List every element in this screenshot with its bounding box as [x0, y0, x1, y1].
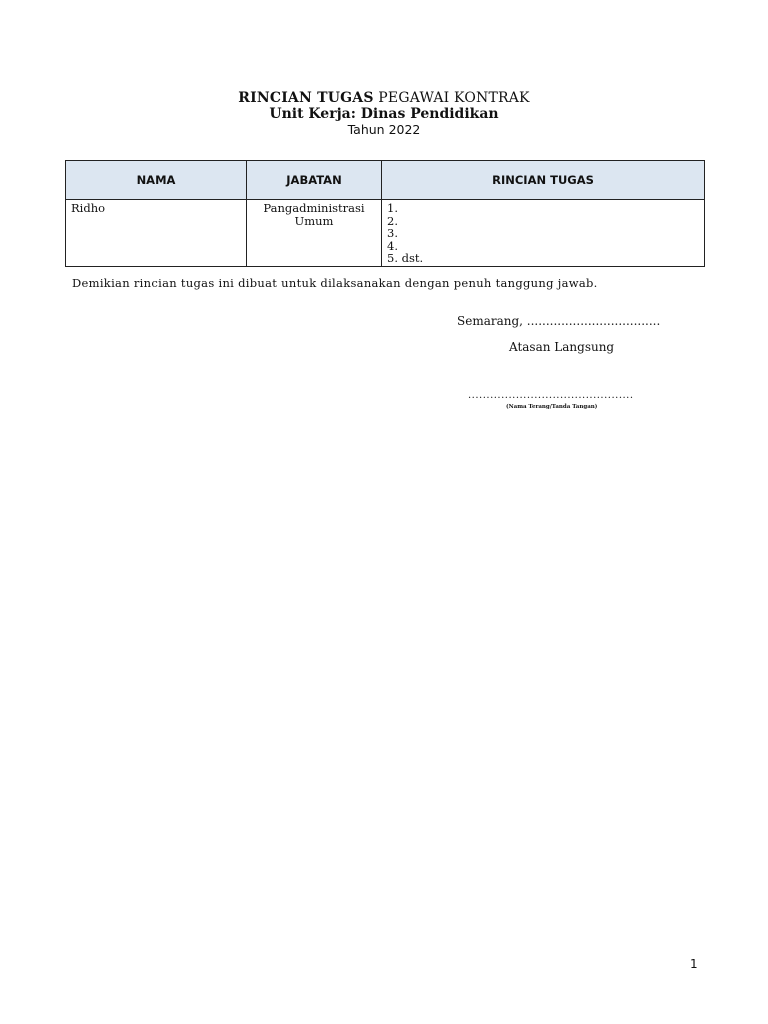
- table-header-row: [66, 161, 705, 200]
- cell-name: Ridho: [66, 200, 247, 267]
- signature-place-date: Semarang, ...................................: [457, 314, 661, 328]
- position-line: Pangadministrasi: [263, 201, 365, 215]
- document-year: Tahun 2022: [347, 122, 421, 137]
- table-row: [66, 200, 705, 267]
- column-header-tasks: RINCIAN TUGAS: [382, 161, 705, 200]
- signature-role: Atasan Langsung: [509, 340, 615, 354]
- task-item: 1.: [387, 201, 398, 215]
- task-table: [65, 160, 705, 267]
- closing-statement: Demikian rincian tugas ini dibuat untuk dilaksanakan dengan penuh tanggung jawab.: [72, 276, 598, 290]
- document-title: [0, 90, 768, 106]
- task-item: 4.: [387, 238, 398, 253]
- cell-tasks: [382, 200, 705, 267]
- signature-line: .............................................: [468, 390, 634, 401]
- document-unit: Unit Kerja: Dinas Pendidikan: [269, 106, 499, 122]
- position-line: Umum: [294, 213, 334, 228]
- task-item: 3.: [387, 226, 398, 240]
- cell-position: [247, 200, 382, 267]
- document-title-rest: PEGAWAI KONTRAK: [378, 90, 530, 106]
- document-title-bold: RINCIAN TUGAS: [238, 90, 374, 106]
- page-number: 1: [690, 957, 698, 971]
- task-item: 5. dst.: [387, 251, 424, 265]
- signature-caption: (Nama Terang/Tanda Tangan): [506, 404, 598, 410]
- task-item: 2.: [387, 213, 398, 228]
- column-header-name: NAMA: [66, 161, 247, 200]
- column-header-position: JABATAN: [247, 161, 382, 200]
